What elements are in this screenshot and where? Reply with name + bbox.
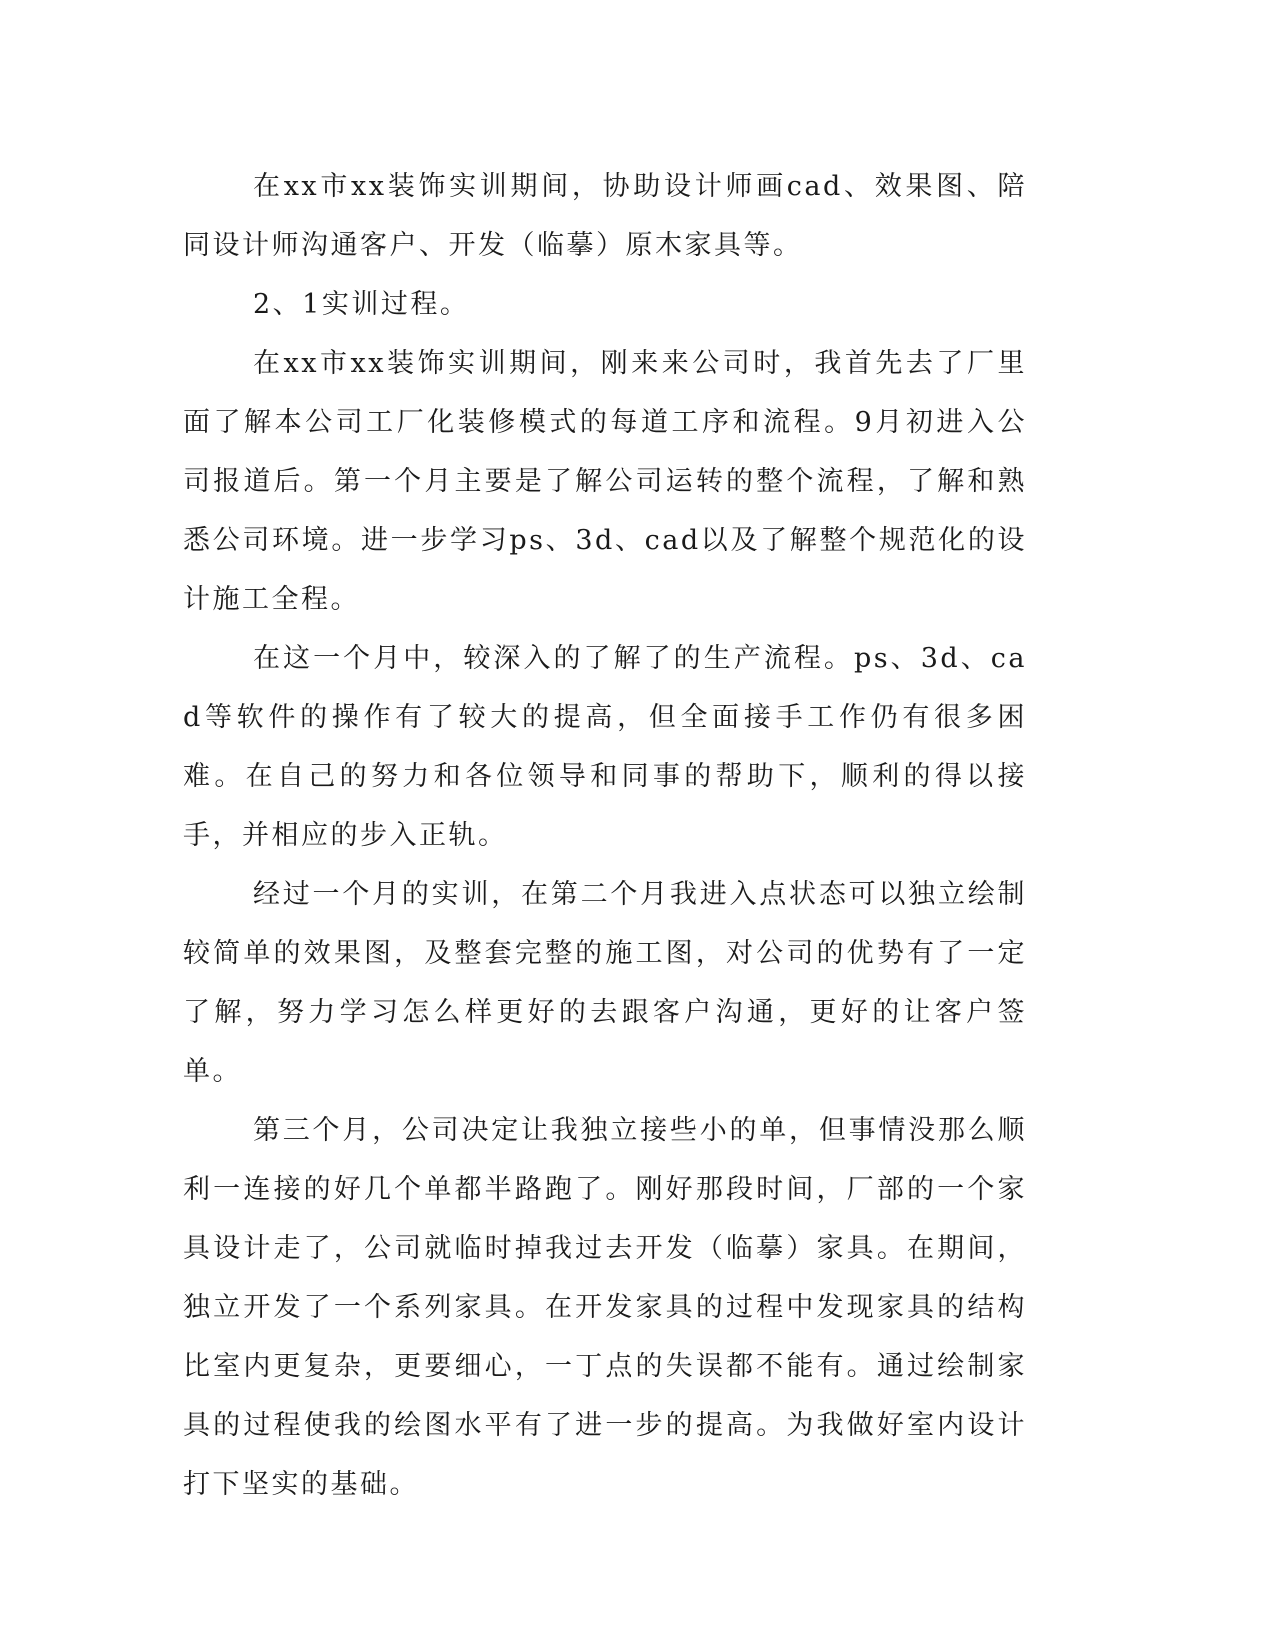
paragraph-first-month: 在xx市xx装饰实训期间，刚来来公司时，我首先去了厂里面了解本公司工厂化装修模式的每道工序和流程。9月初进入公司报道后。第一个月主要是了解公司运转的整个流程，了解和熟悉公司环境。进一步学习ps、3d、cad以及了解整个规范化的设计施工全程。 [183,348,1027,615]
paragraph-second-month: 经过一个月的实训，在第二个月我进入点状态可以独立绘制较简单的效果图，及整套完整的施工图，对公司的优势有了一定了解，努力学习怎么样更好的去跟客户沟通，更好的让客户签单。 [183,879,1027,1087]
document-body [183,157,1027,1514]
paragraph-intro: 在xx市xx装饰实训期间，协助设计师画cad、效果图、陪同设计师沟通客户、开发（临摹）原木家具等。 [183,171,1027,261]
section-heading: 2、1实训过程。 [253,289,470,320]
paragraph-progress: 在这一个月中，较深入的了解了的生产流程。ps、3d、cad等软件的操作有了较大的提高，但全面接手工作仍有很多困难。在自己的努力和各位领导和同事的帮助下，顺利的得以接手，并相应的步入正轨。 [183,643,1027,851]
paragraph-third-month: 第三个月，公司决定让我独立接些小的单，但事情没那么顺利一连接的好几个单都半路跑了。刚好那段时间，厂部的一个家具设计走了，公司就临时掉我过去开发（临摹）家具。在期间，独立开发了一个系列家具。在开发家具的过程中发现家具的结构比室内更复杂，更要细心，一丁点的失误都不能有。通过绘制家具的过程使我的绘图水平有了进一步的提高。为我做好室内设计打下坚实的基础。 [183,1115,1027,1500]
